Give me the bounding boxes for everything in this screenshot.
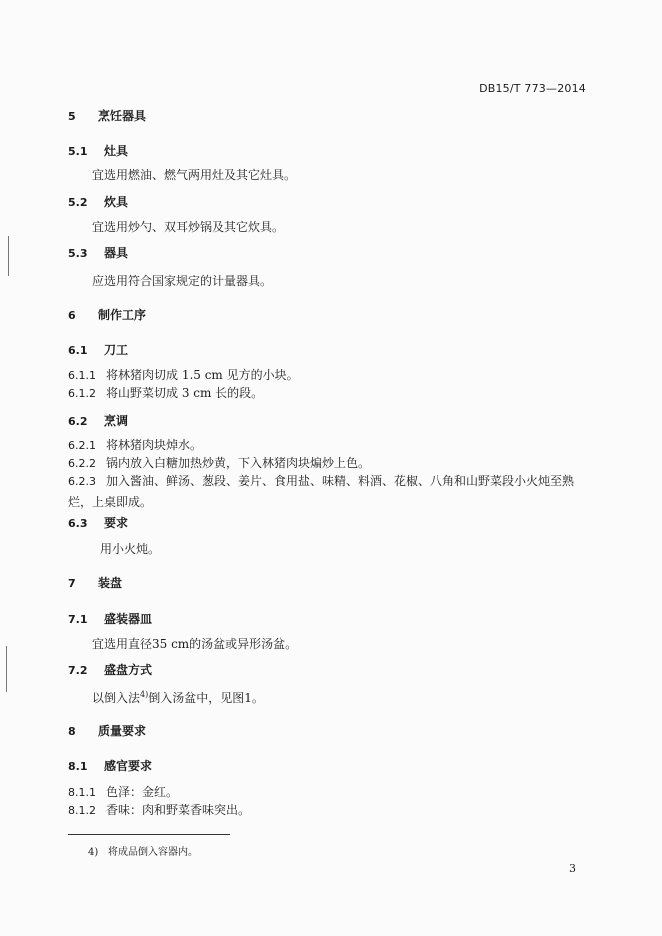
section-number: 8.1 [68, 760, 88, 773]
clause-text: 锅内放入白糖加热炒黄，下入林猪肉块煸炒上色。 [106, 456, 371, 470]
clause-number: 6.2.1 [68, 439, 96, 452]
section-7-2-text [92, 687, 264, 706]
clause-6-2-3 [68, 471, 588, 512]
section-7-heading [68, 575, 122, 592]
section-number: 5.3 [68, 247, 88, 260]
text-part: 倒入汤盆中，见图1。 [148, 691, 264, 705]
clause-8-1-1 [68, 784, 178, 801]
clause-number: 8.1.1 [68, 786, 96, 799]
section-number: 7.1 [68, 613, 88, 626]
clause-number: 6.2.3 [68, 475, 96, 488]
clause-text: 加入酱油、鲜汤、葱段、姜片、食用盐、味精、料酒、花椒、八角和山野菜段小火炖至熟烂，上桌即成。 [68, 474, 575, 509]
clause-8-1-2 [68, 802, 250, 819]
section-title: 烹饪器具 [98, 109, 147, 123]
section-title: 盛盘方式 [104, 663, 153, 677]
section-title: 刀工 [104, 343, 129, 357]
section-5-1-text: 宜选用燃油、燃气两用灶及其它灶具。 [92, 168, 297, 182]
section-6-2-heading [68, 413, 128, 430]
section-title: 炊具 [104, 195, 129, 209]
section-title: 烹调 [104, 414, 129, 428]
clause-number: 6.2.2 [68, 457, 96, 470]
section-6-3-heading [68, 515, 128, 532]
section-8-heading [68, 723, 146, 740]
footnote-reference: 4) [140, 690, 149, 699]
section-number: 8 [68, 725, 76, 738]
section-5-3-heading [68, 245, 128, 262]
clause-text: 将山野菜切成 3 cm 长的段。 [106, 386, 264, 400]
clause-number: 6.1.2 [68, 387, 96, 400]
section-6-heading [68, 307, 146, 324]
section-5-2-text: 宜选用炒勺、双耳炒锅及其它炊具。 [92, 220, 285, 234]
section-8-1-heading [68, 758, 152, 775]
section-title: 灶具 [104, 144, 129, 158]
clause-6-2-1 [68, 437, 202, 454]
scan-margin-mark [8, 236, 9, 276]
page-number: 3 [569, 862, 576, 875]
section-number: 5 [68, 110, 76, 123]
section-number: 7 [68, 577, 76, 590]
section-number: 6 [68, 309, 76, 322]
scan-margin-mark [6, 646, 7, 692]
clause-number: 8.1.2 [68, 804, 96, 817]
section-title: 要求 [104, 516, 129, 530]
section-7-2-heading [68, 662, 152, 679]
section-number: 5.1 [68, 145, 88, 158]
clause-6-1-1 [68, 367, 299, 384]
clause-text: 香味：肉和野菜香味突出。 [106, 803, 251, 817]
section-title: 盛装器皿 [104, 612, 153, 626]
section-5-3-text: 应选用符合国家规定的计量器具。 [92, 274, 273, 288]
footnote-text: 将成品倒入容器内。 [108, 847, 198, 858]
section-5-2-heading [68, 194, 128, 211]
clause-6-1-2 [68, 385, 263, 402]
section-title: 器具 [104, 246, 129, 260]
footnote-mark: 4) [88, 847, 99, 858]
clause-number: 6.1.1 [68, 369, 96, 382]
section-title: 感官要求 [104, 759, 153, 773]
footnote [88, 843, 198, 858]
section-5-heading [68, 108, 146, 125]
clause-text: 将林猪肉块焯水。 [106, 438, 203, 452]
standard-code: DB15/T 773—2014 [479, 82, 586, 95]
section-title: 制作工序 [98, 308, 147, 322]
section-title: 装盘 [98, 576, 123, 590]
section-number: 5.2 [68, 196, 88, 209]
section-7-1-heading [68, 611, 152, 628]
clause-text: 将林猪肉切成 1.5 cm 见方的小块。 [106, 368, 299, 382]
clause-text: 色泽：金红。 [106, 785, 179, 799]
section-number: 6.1 [68, 344, 88, 357]
footnote-separator [68, 834, 230, 835]
section-5-1-heading [68, 143, 128, 160]
section-6-1-heading [68, 342, 128, 359]
text-part: 以倒入法 [92, 691, 141, 705]
section-6-3-text: 用小火炖。 [100, 542, 161, 556]
section-number: 7.2 [68, 664, 88, 677]
section-7-1-text: 宜选用直径35 cm的汤盆或异形汤盆。 [92, 637, 298, 651]
section-number: 6.3 [68, 517, 88, 530]
clause-6-2-2 [68, 455, 370, 472]
section-number: 6.2 [68, 415, 88, 428]
section-title: 质量要求 [98, 724, 147, 738]
